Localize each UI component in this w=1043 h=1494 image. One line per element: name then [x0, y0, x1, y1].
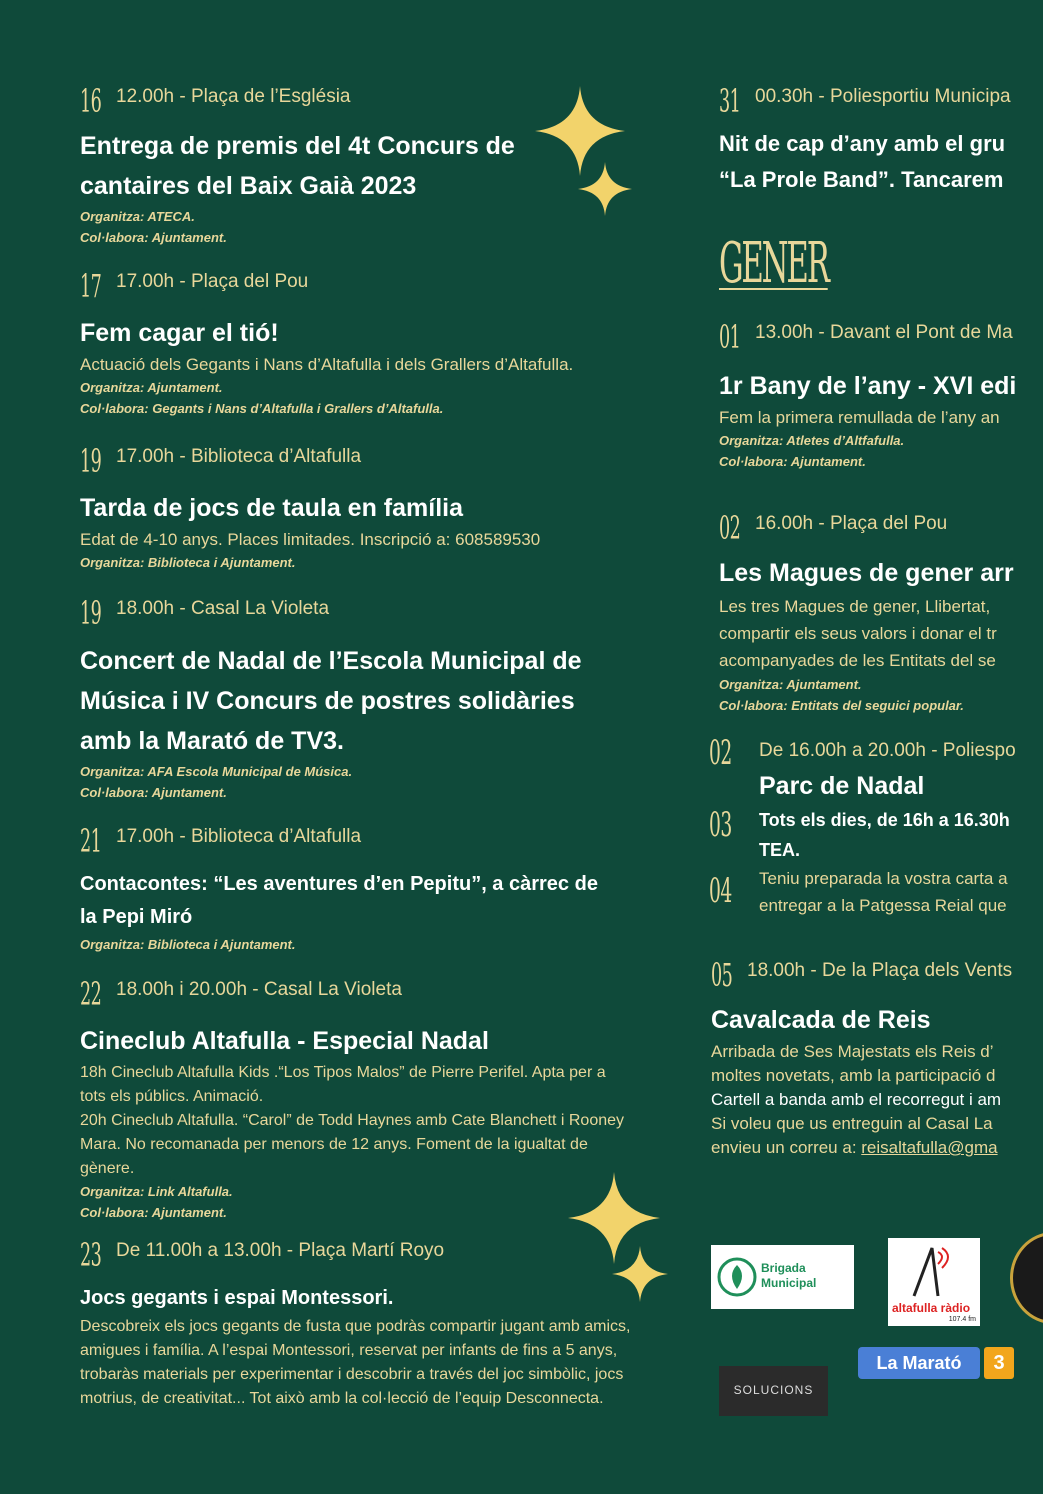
event-19b	[80, 594, 690, 803]
event-organizer: Organitza: Biblioteca i Ajuntament.	[80, 555, 296, 570]
event-description: Les tres Magues de gener, Llibertat,	[719, 597, 991, 616]
event-title: Cavalcada de Reis	[711, 1006, 931, 1034]
event-collaborator: Col·labora: Entitats del seguici popular.	[719, 698, 964, 713]
event-day: 01	[719, 318, 741, 356]
event-day: 17	[80, 267, 102, 305]
event-time-place: 13.00h - Davant el Pont de Ma	[755, 322, 1013, 343]
event-description: motrius, de creativitat... Tot això amb la col·lecció de l’equip Desconnecta.	[80, 1390, 604, 1407]
event-email-line	[711, 1136, 1043, 1160]
event-description: entregar a la Patgessa Reial que	[759, 896, 1007, 915]
brigada-municipal-logo	[711, 1245, 854, 1309]
event-bold-note: Tots els dies, de 16h a 16.30h	[759, 810, 1010, 830]
event-collaborator: Col·labora: Gegants i Nans d’Altafulla i Grallers d’Altafulla.	[80, 401, 444, 416]
radio-frequency: 107.4 fm	[948, 1316, 976, 1323]
event-description: gènere.	[80, 1160, 135, 1177]
event-02	[719, 509, 1043, 716]
event-time-place: 17.00h - Plaça del Pou	[116, 271, 309, 292]
event-description: Cartell a banda amb el recorregut i am	[711, 1090, 1002, 1109]
event-01	[719, 318, 1043, 472]
event-title: Parc de Nadal	[759, 772, 925, 800]
event-description: compartir els seus valors i donar el tr	[719, 624, 997, 643]
event-day: 05	[711, 956, 733, 994]
event-organizer: Organitza: Ajuntament.	[719, 677, 862, 692]
brigada-label: Brigada Municipal	[761, 1261, 817, 1290]
event-title: “La Prole Band”. Tancarem	[719, 167, 1004, 192]
event-time-place: 17.00h - Biblioteca d’Altafulla	[116, 446, 362, 467]
event-23	[80, 1236, 690, 1411]
event-day: 02	[719, 509, 741, 547]
tv3-label: 3	[984, 1347, 1014, 1379]
event-title: Contacontes: “Les aventures d’en Pepitu”, a càrrec de	[80, 873, 598, 895]
event-title: 1r Bany de l’any - XVI edi	[719, 372, 1017, 400]
event-description: Descobreix els jocs gegants de fusta que podràs compartir jugant amb amics,	[80, 1318, 631, 1335]
event-title: Cineclub Altafulla - Especial Nadal	[80, 1027, 489, 1055]
event-time-place: De 11.00h a 13.00h - Plaça Martí Royo	[116, 1240, 445, 1261]
solucions-logo	[719, 1366, 828, 1416]
event-22	[80, 975, 690, 1223]
marato-label: La Marató	[858, 1347, 980, 1379]
email-prefix: envieu un correu a:	[711, 1138, 862, 1157]
event-time-place: 12.00h - Plaça de l’Església	[116, 86, 351, 107]
event-time-place: 17.00h - Biblioteca d’Altafulla	[116, 826, 362, 847]
leaf-icon	[717, 1257, 757, 1297]
altafulla-radio-logo	[888, 1238, 980, 1326]
event-day: 03	[709, 805, 732, 845]
event-title: cantaires del Baix Gaià 2023	[80, 172, 417, 200]
event-time-place: 18.00h i 20.00h - Casal La Violeta	[116, 979, 402, 1000]
event-title: Entrega de premis del 4t Concurs de	[80, 132, 515, 160]
event-organizer: Organitza: AFA Escola Municipal de Música.	[80, 764, 353, 779]
event-time-place: 16.00h - Plaça del Pou	[755, 513, 948, 534]
event-organizer: Organitza: Ajuntament.	[80, 380, 223, 395]
event-31	[719, 82, 1043, 198]
event-day: 22	[80, 975, 102, 1013]
event-description: 18h Cineclub Altafulla Kids .“Los Tipos Malos” de Pierre Perifel. Apta per a	[80, 1064, 606, 1081]
solucions-label: SOLUCIONS	[733, 1383, 814, 1397]
event-21	[80, 822, 690, 955]
event-day: 19	[80, 442, 102, 480]
event-collaborator: Col·labora: Ajuntament.	[80, 230, 227, 245]
event-description: 20h Cineclub Altafulla. “Carol” de Todd Haynes amb Cate Blanchett i Rooney	[80, 1112, 625, 1129]
event-description: Actuació dels Gegants i Nans d’Altafulla i dels Grallers d’Altafulla.	[80, 355, 574, 374]
event-description: moltes novetats, amb la participació d	[711, 1066, 996, 1085]
event-description: Si voleu que us entreguin al Casal La	[711, 1114, 993, 1133]
event-16	[80, 82, 690, 248]
event-description: Arribada de Ses Majestats els Reis d’	[711, 1042, 994, 1061]
event-time-place: 00.30h - Poliesportiu Municipa	[755, 86, 1011, 107]
event-organizer: Organitza: ATECA.	[80, 209, 195, 224]
event-collaborator: Col·labora: Ajuntament.	[80, 785, 227, 800]
event-day: 23	[80, 1236, 102, 1274]
event-title: Música i IV Concurs de postres solidàries	[80, 687, 575, 715]
event-05	[711, 956, 1043, 1160]
event-description: trobaràs materials per experimentar i descobrir a través del joc simbòlic, jocs	[80, 1366, 624, 1383]
event-description: Mara. No recomanada per menors de 12 anys. Foment de la igualtat de	[80, 1136, 588, 1153]
radio-antenna-icon	[904, 1242, 964, 1297]
event-description: amigues i família. A l’espai Montessori, reservat per infants de fins a 5 anys,	[80, 1342, 618, 1359]
event-title: Concert de Nadal de l’Escola Municipal de	[80, 647, 582, 675]
event-time-place: 18.00h - Casal La Violeta	[116, 598, 330, 619]
event-description: tots els públics. Animació.	[80, 1088, 264, 1105]
event-title: Les Magues de gener arr	[719, 559, 1014, 587]
event-title: Nit de cap d’any amb el gru	[719, 131, 1006, 156]
event-description: acompanyades de les Entitats del se	[719, 651, 996, 670]
event-bold-note: TEA.	[759, 840, 801, 860]
month-heading: GENER	[719, 231, 828, 296]
la-marato-logo	[858, 1347, 1018, 1381]
event-day: 02	[709, 733, 732, 773]
event-organizer: Organitza: Atletes d’Altfafulla.	[719, 433, 905, 448]
event-time-place: 18.00h - De la Plaça dels Vents	[747, 960, 1013, 981]
event-17	[80, 267, 690, 419]
event-day: 16	[80, 82, 102, 120]
event-title: la Pepi Miró	[80, 906, 193, 928]
event-organizer: Organitza: Link Altafulla.	[80, 1184, 233, 1199]
event-collaborator: Col·labora: Ajuntament.	[719, 454, 866, 469]
event-time-place: De 16.00h a 20.00h - Poliespo	[759, 740, 1016, 761]
event-day: 19	[80, 594, 102, 632]
event-day: 21	[80, 822, 102, 860]
event-description: Fem la primera remullada de l’any an	[719, 408, 1000, 427]
event-title: amb la Marató de TV3.	[80, 727, 344, 755]
email-link[interactable]: reisaltafulla@gma	[861, 1138, 998, 1157]
event-day: 04	[709, 871, 732, 911]
club-badge-logo	[1010, 1232, 1043, 1324]
event-title: Tarda de jocs de taula en família	[80, 494, 463, 522]
event-title: Fem cagar el tió!	[80, 319, 279, 347]
event-park-nadal	[709, 733, 1043, 928]
radio-label: altafulla ràdio	[892, 1301, 971, 1315]
event-title: Jocs gegants i espai Montessori.	[80, 1287, 394, 1309]
event-collaborator: Col·labora: Ajuntament.	[80, 1205, 227, 1220]
event-description: Teniu preparada la vostra carta a	[759, 869, 1008, 888]
event-description: Edat de 4-10 anys. Places limitades. Inscripció a: 608589530	[80, 530, 541, 549]
event-19a	[80, 442, 690, 573]
event-day: 31	[719, 82, 741, 120]
event-organizer: Organitza: Biblioteca i Ajuntament.	[80, 937, 296, 952]
